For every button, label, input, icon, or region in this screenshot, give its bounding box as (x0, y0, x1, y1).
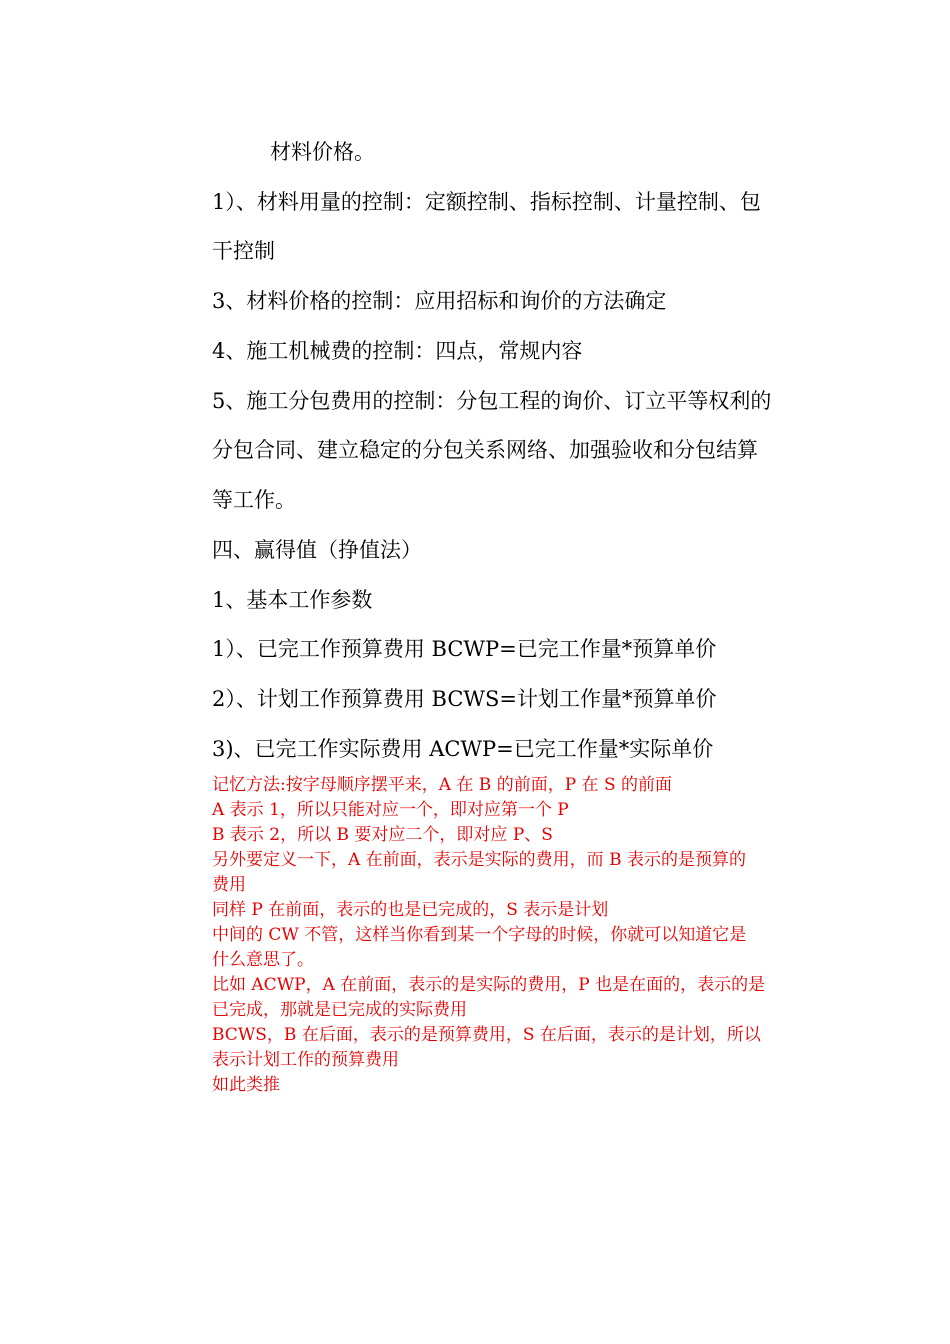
text-line: 1）、材料用量的控制：定额控制、指标控制、计量控制、包 (212, 190, 761, 214)
section-heading: 四、赢得值（挣值法） (212, 538, 422, 562)
text-line: 材料价格。 (270, 140, 375, 164)
note-line: 记忆方法:按字母顺序摆平来，A 在 B 的前面，P 在 S 的前面 (212, 775, 673, 795)
note-line: 如此类推 (212, 1075, 280, 1095)
note-line: 中间的 CW 不管，这样当你看到某一个字母的时候，你就可以知道它是 (212, 925, 747, 945)
formula-line: 3)、已完工作实际费用 ACWP=已完工作量*实际单价 (212, 737, 714, 761)
note-line: B 表示 2，所以 B 要对应二个，即对应 P、S (212, 825, 553, 845)
note-line: 同样 P 在前面，表示的也是已完成的，S 表示是计划 (212, 900, 609, 920)
formula-line: 2）、计划工作预算费用 BCWS=计划工作量*预算单价 (212, 687, 717, 711)
note-line: 另外要定义一下，A 在前面，表示是实际的费用，而 B 表示的是预算的 (212, 850, 746, 870)
text-line: 3、材料价格的控制：应用招标和询价的方法确定 (212, 289, 667, 313)
note-line: 什么意思了。 (212, 950, 314, 970)
text-line: 等工作。 (212, 488, 296, 512)
text-line: 5、施工分包费用的控制：分包工程的询价、订立平等权利的 (212, 389, 772, 413)
note-line: 费用 (212, 875, 246, 895)
text-line: 分包合同、建立稳定的分包关系网络、加强验收和分包结算 (212, 438, 758, 462)
note-line: A 表示 1，所以只能对应一个，即对应第一个 P (212, 800, 569, 820)
note-line: 比如 ACWP，A 在前面，表示的是实际的费用，P 也是在面的，表示的是 (212, 975, 766, 995)
formula-line: 1）、已完工作预算费用 BCWP=已完工作量*预算单价 (212, 637, 717, 661)
subsection-heading: 1、基本工作参数 (212, 588, 373, 612)
text-line: 4、施工机械费的控制：四点，常规内容 (212, 339, 583, 363)
note-line: BCWS，B 在后面，表示的是预算费用，S 在后面，表示的是计划，所以 (212, 1025, 761, 1045)
note-line: 表示计划工作的预算费用 (212, 1050, 399, 1070)
note-line: 已完成，那就是已完成的实际费用 (212, 1000, 467, 1020)
text-line: 干控制 (212, 239, 275, 263)
